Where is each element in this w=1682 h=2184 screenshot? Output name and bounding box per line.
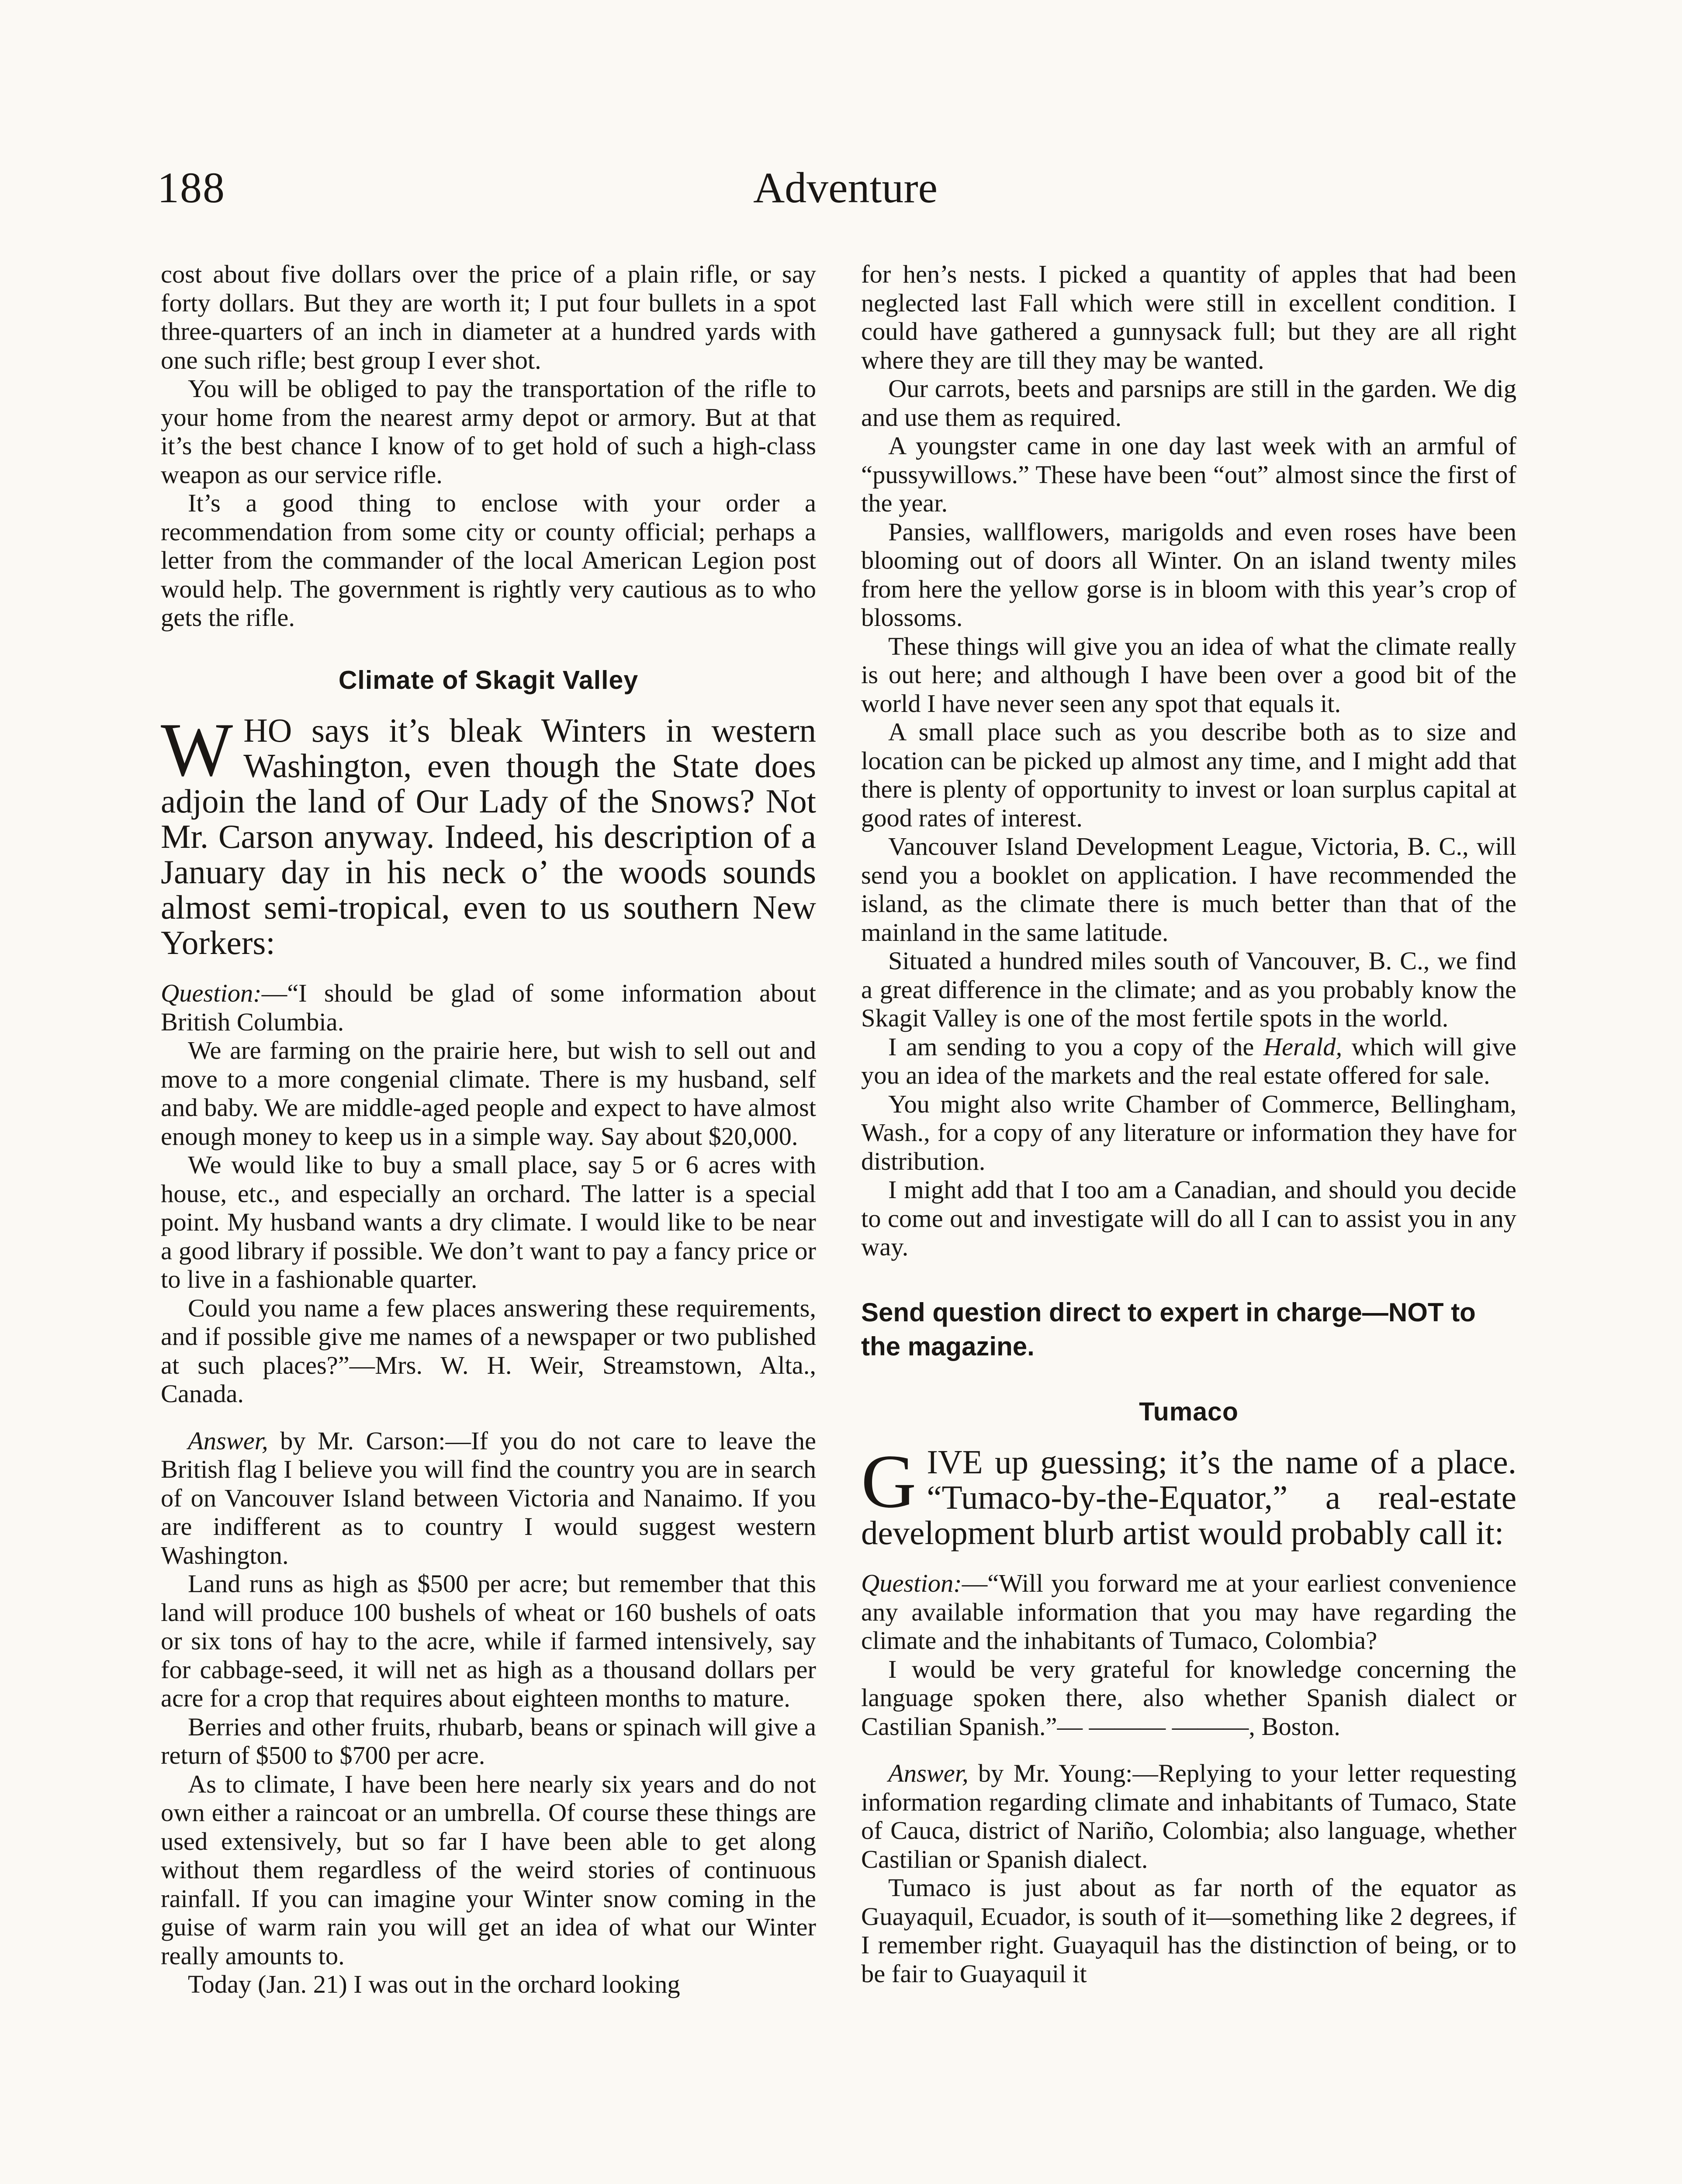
paragraph: You might also write Chamber of Commerce, Bellingham, Wash., for a copy of any literature or information they have for distribution. bbox=[861, 1089, 1516, 1175]
lead-paragraph bbox=[161, 707, 816, 961]
paragraph: for hen’s nests. I picked a quantity of apples that had been neglected last Fall which were still in excellent condition. I could have gathered a gunnysack full; but they are all right where they are till they may be wanted. bbox=[861, 260, 1516, 374]
paragraph: As to climate, I have been here nearly six years and do not own either a raincoat or an umbrella. Of course these things are used extensively, but so far I have been able to get along without them regardless of the weird stories of continuous rainfall. If you can imagine your Winter snow coming in the guise of warm rain you will get an idea of what our Winter really amounts to. bbox=[161, 1769, 816, 1970]
paragraph: It’s a good thing to enclose with your order a recommendation from some city or county official; perhaps a letter from the commander of the local American Legion post would help. The government is rightly very cautious as to who gets the rifle. bbox=[161, 489, 816, 632]
answer-paragraph: Answer, by Mr. Carson:—If you do not care to leave the British flag I believe you will find the country you are in search of on Vancouver Island between Victoria and Nanaimo. If you are indifferent as to country I would suggest western Washington. bbox=[161, 1426, 816, 1569]
paragraph: Berries and other fruits, rhubarb, beans or spinach will give a return of $500 to $700 per acre. bbox=[161, 1712, 816, 1769]
section-heading-tumaco: Tumaco bbox=[1139, 1397, 1239, 1426]
paragraph: We would like to buy a small place, say 5 or 6 acres with house, etc., and especially an orchard. The latter is a special point. My husband wants a dry climate. I would like to be near a good library if possible. We don’t want to pay a fancy price or to live in a fashionable quarter. bbox=[161, 1151, 816, 1293]
paragraph: cost about five dollars over the price of a plain rifle, or say forty dollars. But they are worth it; I put four bullets in a spot three-quarters of an inch in diameter at a hundred yards with one such rifle; best group I ever shot. bbox=[161, 260, 816, 374]
question-label: Question: bbox=[861, 1569, 962, 1597]
question-paragraph: Question:—“Will you forward me at your earliest convenience any available information that you may have regarding the climate and the inhabitants of Tumaco, Colombia? bbox=[861, 1569, 1516, 1655]
question-paragraph: Question:—“I should be glad of some information about British Columbia. bbox=[161, 979, 816, 1036]
section-heading-skagit: Climate of Skagit Valley bbox=[338, 665, 639, 695]
left-column bbox=[161, 260, 816, 1999]
lead-text: IVE up guessing; it’s the name of a place. “Tumaco-by-the-Equator,” a real-estate development blurb artist would probably call it: bbox=[861, 1443, 1516, 1552]
paragraph: Could you name a few places answering these requirements, and if possible give me names of a newspaper or two published at such places?”—Mrs. W. H. Weir, Streamstown, Alta., Canada. bbox=[161, 1293, 816, 1408]
paragraph: Tumaco is just about as far north of the equator as Guayaquil, Ecuador, is south of it—something like 2 degrees, if I remember right. Guayaquil has the distinction of being, or to be fair to Guayaquil it bbox=[861, 1873, 1516, 1988]
paragraph: Pansies, wallflowers, marigolds and even roses have been blooming out of doors all Winter. On an island twenty miles from here the yellow gorse is in bloom with this year’s crop of blossoms. bbox=[861, 517, 1516, 632]
drop-cap: W bbox=[161, 707, 233, 792]
paragraph: Land runs as high as $500 per acre; but remember that this land will produce 100 bushels of wheat or 160 bushels of oats or six tons of hay to the acre, while if farmed intensively, say for cabbage-seed, it will net as high as a thousand dollars per acre for a crop that requires about eighteen months to mature. bbox=[161, 1569, 816, 1712]
answer-label: Answer, bbox=[188, 1426, 268, 1455]
paragraph: I would be very grateful for knowledge concerning the language spoken there, also whether Spanish dialect or Castilian Spanish.”— ——— ———, Boston. bbox=[861, 1655, 1516, 1741]
magazine-title: Adventure bbox=[753, 163, 938, 212]
paragraph: I might add that I too am a Canadian, and should you decide to come out and investigate will do all I can to assist you in any way. bbox=[861, 1175, 1516, 1261]
question-label: Question: bbox=[161, 979, 262, 1007]
answer-paragraph: Answer, by Mr. Young:—Replying to your letter requesting information regarding climate and inhabitants of Tumaco, State of Cauca, district of Nariño, Colombia; also language, whether Castilian or Spanish dialect. bbox=[861, 1759, 1516, 1873]
paragraph: A small place such as you describe both as to size and location can be picked up almost any time, and I might add that there is plenty of opportunity to invest or loan surplus capital at good rates of interest. bbox=[861, 718, 1516, 832]
drop-cap: G bbox=[861, 1439, 917, 1524]
paragraph: We are farming on the prairie here, but wish to sell out and move to a more congenial climate. There is my husband, self and baby. We are middle-aged people and expect to have almost enough money to keep us in a simple way. Say about $20,000. bbox=[161, 1036, 816, 1151]
paragraph: Vancouver Island Development League, Victoria, B. C., will send you a booklet on application. I have recommended the island, as the climate there is much better than that of the mainland in the same latitude. bbox=[861, 832, 1516, 947]
paragraph: These things will give you an idea of what the climate really is out here; and although I have been over a good bit of the world I have never seen any spot that equals it. bbox=[861, 632, 1516, 718]
editorial-notice: Send question direct to expert in charge—NOT to the magazine. bbox=[861, 1297, 1476, 1361]
paragraph: A youngster came in one day last week with an armful of “pussywillows.” These have been “out” almost since the first of the year. bbox=[861, 432, 1516, 517]
answer-label: Answer, bbox=[888, 1759, 969, 1787]
paragraph: Our carrots, beets and parsnips are still in the garden. We dig and use them as required. bbox=[861, 374, 1516, 432]
lead-text: HO says it’s bleak Winters in western Washington, even though the State does adjoin the land of Our Lady of the Snows? Not Mr. Carson anyway. Indeed, his description of a January day in his neck o’ the woods sounds almost semi-tropical, even to us southern New Yorkers: bbox=[161, 712, 816, 961]
paragraph: Today (Jan. 21) I was out in the orchard looking bbox=[188, 1970, 680, 1998]
paragraph: Situated a hundred miles south of Vancouver, B. C., we find a great difference in the climate; and as you probably know the Skagit Valley is one of the most fertile spots in the world. bbox=[861, 947, 1516, 1032]
newspaper-title: Herald, bbox=[1263, 1032, 1343, 1061]
paragraph: You will be obliged to pay the transportation of the rifle to your home from the nearest army depot or armory. But at that it’s the best chance I know of to get hold of such a high-class weapon as our service rifle. bbox=[161, 374, 816, 489]
right-column bbox=[861, 260, 1516, 1988]
paragraph: I am sending to you a copy of the Herald, which will give you an idea of the markets and the real estate offered for sale. bbox=[861, 1032, 1516, 1089]
page-number: 188 bbox=[157, 163, 225, 212]
lead-paragraph bbox=[861, 1439, 1516, 1552]
running-head bbox=[157, 162, 1533, 219]
